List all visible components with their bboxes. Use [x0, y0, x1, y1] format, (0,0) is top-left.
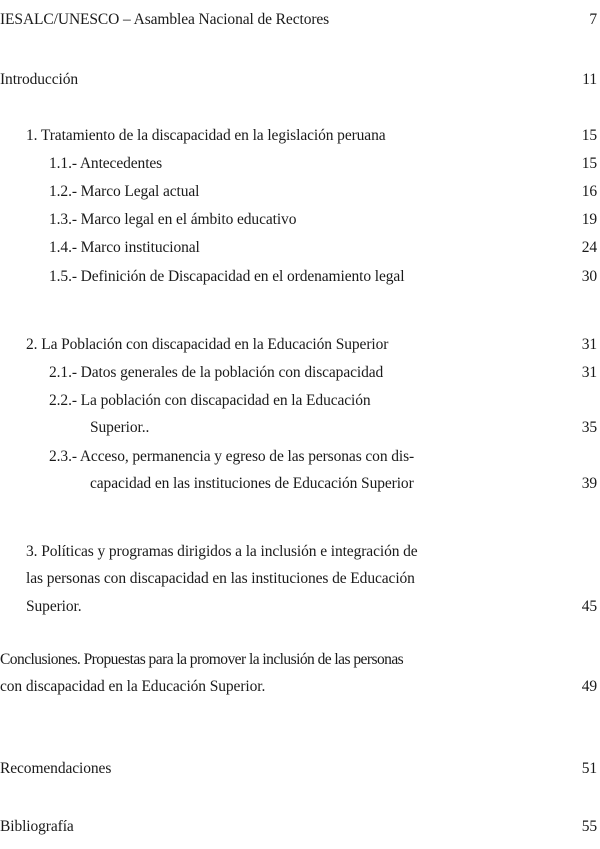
toc-entry-1-4 — [0, 237, 600, 259]
toc-title-line-1: Conclusiones. Propuestas para la promover la inclusión de las personas — [0, 651, 404, 668]
toc-title-line-2: las personas con discapacidad en las instituciones de Educación — [26, 570, 415, 587]
toc-title: 2. La Población con discapacidad en la Educación Superior — [26, 336, 389, 353]
toc-page-number: 31 — [581, 364, 597, 381]
toc-entry-chapter-3 — [0, 541, 600, 621]
toc-title: Bibliografía — [0, 818, 74, 835]
toc-page-number: 45 — [581, 598, 597, 615]
toc-title: 1.3.- Marco legal en el ámbito educativo — [49, 211, 297, 228]
toc-entry-1-1 — [0, 153, 600, 175]
toc-page-number: 7 — [589, 11, 597, 28]
toc-title-line-2: capacidad en las instituciones de Educación Superior — [90, 475, 414, 492]
toc-page-number: 31 — [581, 336, 597, 353]
toc-entry-2-1 — [0, 362, 600, 384]
toc-title-line-1: 3. Políticas y programas dirigidos a la inclusión e integración de — [26, 543, 418, 560]
toc-title-line-1: 2.3.- Acceso, permanencia y egreso de las personas con dis- — [49, 448, 415, 465]
toc-page-number: 55 — [581, 818, 597, 835]
toc-entry-chapter-1 — [0, 125, 600, 147]
toc-title: 1.1.- Antecedentes — [49, 155, 163, 172]
toc-page-number: 11 — [582, 71, 597, 88]
toc-page-number: 16 — [581, 183, 597, 200]
toc-title: 2.1.- Datos generales de la población con discapacidad — [49, 364, 384, 381]
toc-title: 1. Tratamiento de la discapacidad en la legislación peruana — [26, 127, 386, 144]
toc-entry-2-3 — [0, 446, 600, 498]
toc-page-number: 49 — [581, 678, 597, 695]
toc-title: 1.2.- Marco Legal actual — [49, 183, 200, 200]
toc-title-line-2: con discapacidad en la Educación Superior. — [0, 678, 266, 695]
toc-title-line-2: Superior.. — [90, 419, 150, 436]
toc-title: 1.5.- Definición de Discapacidad en el ordenamiento legal — [49, 268, 405, 285]
toc-entry-bibliografia — [0, 816, 600, 838]
toc-entry-1-5 — [0, 266, 600, 288]
toc-entry-introduccion — [0, 69, 600, 91]
toc-title: Introducción — [0, 71, 78, 88]
toc-entry-iesalc — [0, 9, 600, 31]
toc-entry-1-3 — [0, 209, 600, 231]
toc-title: Recomendaciones — [0, 760, 112, 777]
toc-title: 1.4.- Marco institucional — [49, 239, 200, 256]
toc-entry-2-2 — [0, 390, 600, 442]
toc-page-number: 51 — [581, 760, 597, 777]
toc-title: IESALC/UNESCO – Asamblea Nacional de Rectores — [0, 11, 330, 28]
toc-page-number: 15 — [581, 155, 597, 172]
toc-page-number: 24 — [581, 239, 597, 256]
toc-page-number: 39 — [581, 475, 597, 492]
toc-entry-conclusiones — [0, 649, 600, 701]
toc-entry-chapter-2 — [0, 334, 600, 356]
toc-entry-recomendaciones — [0, 758, 600, 780]
toc-title-line-1: 2.2.- La población con discapacidad en la Educación — [49, 392, 371, 409]
toc-page-number: 15 — [581, 127, 597, 144]
toc-page-number: 19 — [581, 211, 597, 228]
toc-page-number: 35 — [581, 419, 597, 436]
toc-page-number: 30 — [581, 268, 597, 285]
toc-entry-1-2 — [0, 181, 600, 203]
toc-title-line-3: Superior. — [26, 598, 82, 615]
